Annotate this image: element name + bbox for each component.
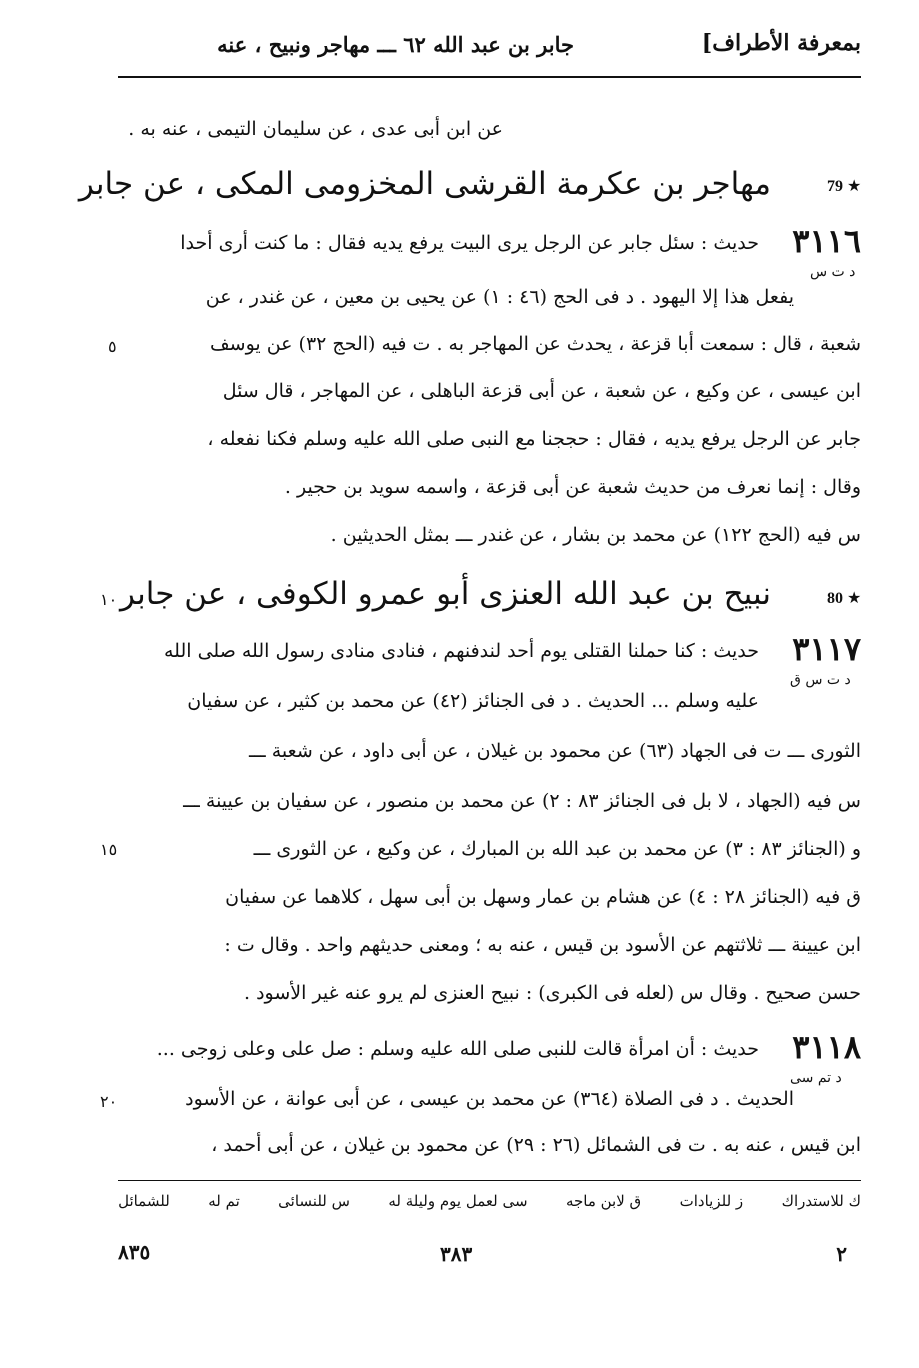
legend-item: سى لعمل يوم وليلة له xyxy=(388,1192,528,1210)
abbreviations-legend xyxy=(118,1192,861,1210)
page-number: ٣٨٣ xyxy=(440,1242,473,1266)
hadith-number-3117: ٣١١٧ xyxy=(792,630,861,668)
entry-number-80: 80 ★ xyxy=(827,588,862,607)
line-number: ١٥ xyxy=(100,840,118,859)
hadith-line: عليه وسلم ... الحديث . د فى الجنائز (٤٢) عن محمد بن كثير ، عن سفيان xyxy=(187,690,759,712)
star-icon: ★ xyxy=(847,176,862,195)
legend-item: ق لابن ماجه xyxy=(565,1192,642,1210)
legend-item: ز للزيادات xyxy=(679,1192,744,1210)
hadith-sources-3117: د ت س ق xyxy=(790,672,851,688)
book-title: بمعرفة الأطراف] xyxy=(701,30,861,56)
line-number: ٥ xyxy=(108,337,117,356)
hadith-line: وقال : إنما نعرف من حديث شعبة عن أبى قزعة ، واسمه سويد بن حجير . xyxy=(284,476,861,498)
hadith-number-3116: ٣١١٦ xyxy=(792,222,861,260)
hadith-line: حديث : سئل جابر عن الرجل يرى البيت يرفع يديه فقال : ما كنت أرى أحدا xyxy=(180,232,759,254)
header-rule xyxy=(118,76,861,78)
hadith-line: ابن عيينة ـــ ثلاثتهم عن الأسود بن قيس ، عنه به ؛ ومعنى حديثهم واحد . وقال ت : xyxy=(224,934,861,956)
hadith-line: ق فيه (الجنائز ٢٨ : ٤) عن هشام بن عمار وسهل بن أبى سهل ، كلاهما عن سفيان xyxy=(225,886,861,908)
continuation-line: عن ابن أبى عدى ، عن سليمان التيمى ، عنه به . xyxy=(128,118,503,140)
volume-number: ٢ xyxy=(836,1242,847,1266)
hadith-number-3118: ٣١١٨ xyxy=(792,1028,861,1066)
hadith-sources-3118: د تم سى xyxy=(790,1070,842,1086)
line-number: ٢٠ xyxy=(100,1092,118,1111)
legend-item: للشمائل xyxy=(118,1192,170,1210)
entry-number-79: 79 ★ xyxy=(827,176,862,195)
hadith-line: يفعل هذا إلا اليهود . د فى الحج (٤٦ : ١) عن يحيى بن معين ، عن غندر ، عن xyxy=(205,286,794,308)
legend-item: تم له xyxy=(208,1192,240,1210)
legend-item: ك للاستدراك xyxy=(781,1192,861,1210)
volume-page-number: ٨٣٥ xyxy=(118,1240,151,1264)
hadith-line: جابر عن الرجل يرفع يديه ، فقال : حججنا مع النبى صلى الله عليه وسلم فكنا نفعله ، xyxy=(207,428,861,450)
hadith-line: ابن قيس ، عنه به . ت فى الشمائل (٢٦ : ٢٩) عن محمود بن غيلان ، عن أبى أحمد ، xyxy=(211,1134,861,1156)
legend-item: س للنسائى xyxy=(278,1192,350,1210)
hadith-line: حديث : كنا حملنا القتلى يوم أحد لندفنهم ، فنادى منادى رسول الله صلى الله xyxy=(163,640,759,662)
hadith-line: س فيه (الحج ١٢٢) عن محمد بن بشار ، عن غندر ـــ بمثل الحديثين . xyxy=(330,524,861,546)
running-title: جابر بن عبد الله ٦٢ ـــ مهاجر ونبيح ، عنه xyxy=(217,32,574,57)
entry-heading-80: نبيح بن عبد الله العنزى أبو عمرو الكوفى ، عن جابر xyxy=(120,576,771,612)
hadith-line: س فيه (الجهاد ، لا بل فى الجنائز ٨٣ : ٢) عن محمد بن منصور ، عن سفيان بن عيينة ـــ xyxy=(183,790,861,812)
hadith-line: حسن صحيح . وقال س (لعله فى الكبرى) : نبيح العنزى لم يرو عنه غير الأسود . xyxy=(244,982,861,1004)
hadith-line: و (الجنائز ٨٣ : ٣) عن محمد بن عبد الله بن المبارك ، عن وكيع ، عن الثورى ـــ xyxy=(253,838,861,860)
hadith-line: ابن عيسى ، عن وكيع ، عن شعبة ، عن أبى قزعة الباهلى ، عن المهاجر ، قال سئل xyxy=(222,380,861,402)
footer-rule xyxy=(118,1180,861,1181)
hadith-sources-3116: د ت س xyxy=(810,264,856,280)
entry-heading-79: مهاجر بن عكرمة القرشى المخزومى المكى ، عن جابر xyxy=(78,166,771,202)
hadith-line: شعبة ، قال : سمعت أبا قزعة ، يحدث عن المهاجر به . ت فيه (الحج ٣٢) عن يوسف xyxy=(209,333,861,355)
hadith-line: حديث : أن امرأة قالت للنبى صلى الله عليه وسلم : صل على وعلى زوجى ... xyxy=(156,1038,759,1060)
line-number: ١٠ xyxy=(100,590,118,609)
hadith-line: الحديث . د فى الصلاة (٣٦٤) عن محمد بن عيسى ، عن أبى عوانة ، عن الأسود xyxy=(185,1088,794,1110)
star-icon: ★ xyxy=(847,588,862,607)
hadith-line: الثورى ـــ ت فى الجهاد (٦٣) عن محمود بن غيلان ، عن أبى داود ، عن شعبة ـــ xyxy=(249,740,861,762)
